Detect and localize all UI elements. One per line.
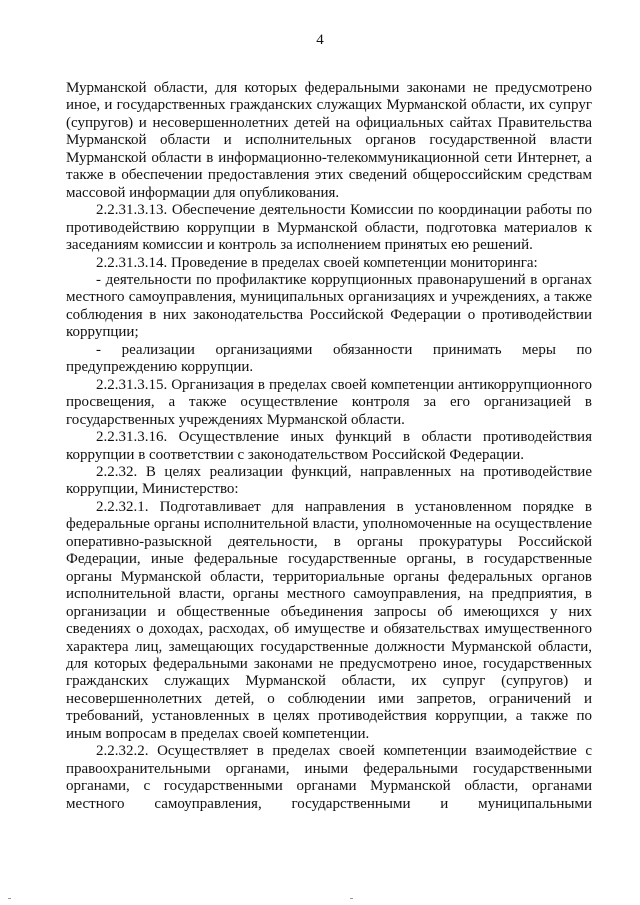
- scan-mark: [350, 898, 353, 899]
- scan-mark: [8, 898, 11, 899]
- paragraph-2-2-31-3-15: 2.2.31.3.15. Организация в пределах своей компетенции антикоррупционного просвещения, а также осуществление контроля за его организацией в государственных учреждениях Мурманской области.: [66, 376, 592, 428]
- page-number: 4: [316, 32, 324, 48]
- paragraph-2-2-31-3-13: 2.2.31.3.13. Обеспечение деятельности Комиссии по координации работы по противодействию коррупции в Мурманской области, подготовка материалов к заседаниям комиссии и контроль за исполнением принятых ею решений.: [66, 202, 592, 254]
- paragraph-2-2-32-1: 2.2.32.1. Подготавливает для направления в установленном порядке в федеральные органы исполнительной власти, уполномоченные на осуществление оперативно-разыскной деятельности, в органы прокуратуры Российской Федерации, иные федеральные государственные органы, в государственные органы Мурманской области, территориальные органы федеральных органов исполнительной власти, органы местного самоуправления, на предприятия, в организации и общественные объединения запросы об имеющихся у них сведениях о доходах, расходах, об имуществе и обязательствах имущественного характера лиц, замещающих государственные должности Мурманской области, для которых федеральными законами не предусмотрено иное, государственных гражданских служащих Мурманской области, их супруг (супругов) и несовершеннолетних детей, о соблюдении ими запретов, ограничений и требований, установленных в целях противодействия коррупции, а также по иным вопросам в пределах своей компетенции.: [66, 498, 592, 742]
- paragraph-2-2-32-2: 2.2.32.2. Осуществляет в пределах своей компетенции взаимодействие с правоохранительными органами, иными федеральными государственными органами, с государственными органами Мурманской области, органами местного самоуправления, государственными и муниципальными: [66, 743, 592, 812]
- paragraph-2-2-31-3-14: 2.2.31.3.14. Проведение в пределах своей компетенции мониторинга:: [96, 254, 538, 271]
- paragraph-2-2-31-3-16: 2.2.31.3.16. Осуществление иных функций в области противодействия коррупции в соответствии с законодательством Российской Федерации.: [66, 429, 592, 463]
- paragraph-continuation: Мурманской области, для которых федеральными законами не предусмотрено иное, и государственных гражданских служащих Мурманской области, их супруг (супругов) и несовершеннолетних детей на официальных сайтах Правительства Мурманской области и исполнительных органов государственной власти Мурманской области в информационно-телекоммуникационной сети Интернет, а также в обеспечении предоставления этих сведений общероссийским средствам массовой информации для опубликования.: [66, 80, 592, 201]
- list-item-monitoring-activities: - деятельности по профилактике коррупционных правонарушений в органах местного самоуправления, муниципальных организациях и учреждениях, а также соблюдения в них законодательства Российской Федерации о противодействии коррупции;: [66, 271, 592, 341]
- document-body: [66, 80, 592, 813]
- paragraph-2-2-32: 2.2.32. В целях реализации функций, направленных на противодействие коррупции, Министерство:: [66, 463, 592, 498]
- list-item-monitoring-organizations: - реализации организациями обязанности принимать меры по предупреждению коррупции.: [66, 341, 592, 376]
